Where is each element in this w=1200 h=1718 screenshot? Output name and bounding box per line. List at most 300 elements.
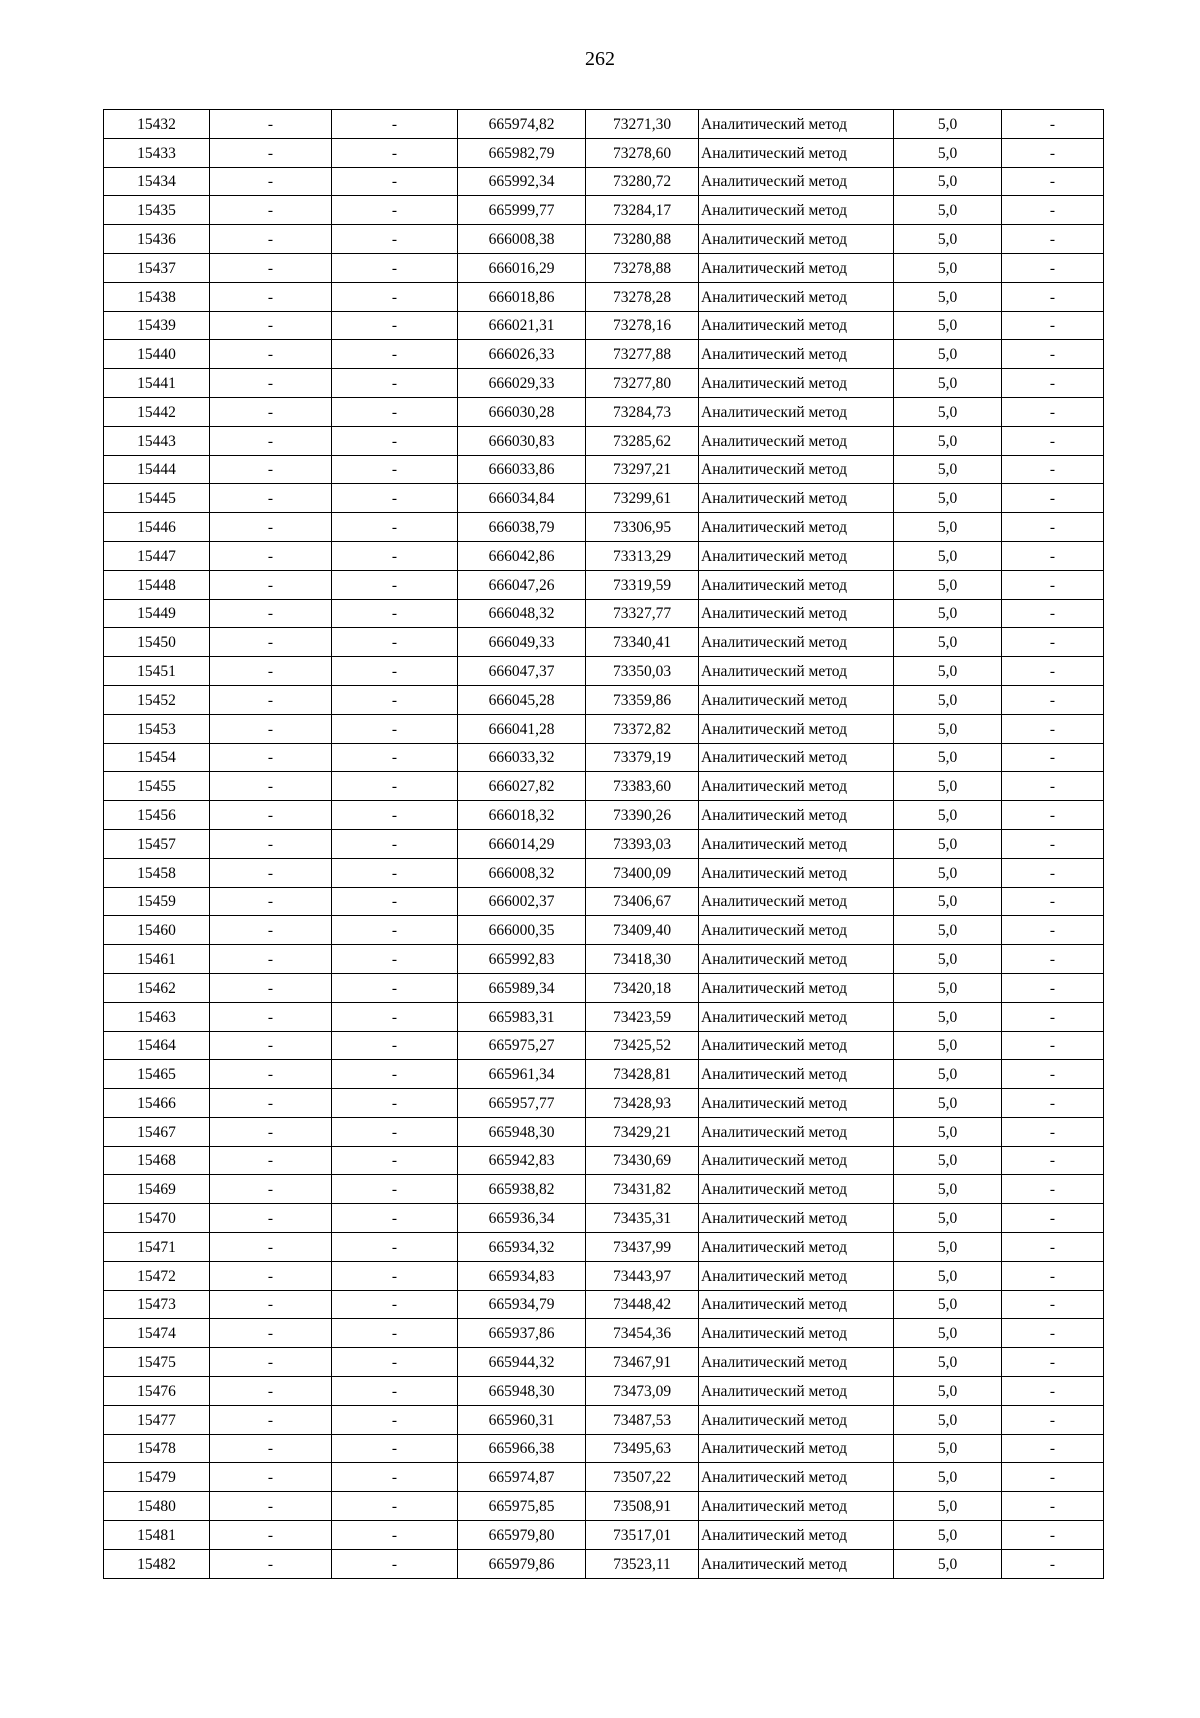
dash-cell-2: - (332, 1031, 458, 1060)
point-number-cell: 15464 (104, 1031, 210, 1060)
method-cell: Аналитический метод (699, 743, 894, 772)
point-number-cell: 15455 (104, 772, 210, 801)
dash-cell-2: - (332, 1492, 458, 1521)
coordinates-table (103, 109, 1104, 1579)
method-cell: Аналитический метод (699, 801, 894, 830)
dash-cell-1: - (210, 599, 332, 628)
dash-cell-1: - (210, 110, 332, 139)
method-cell: Аналитический метод (699, 1463, 894, 1492)
table-row (104, 1463, 1104, 1492)
accuracy-cell: 5,0 (894, 167, 1002, 196)
dash-cell-1: - (210, 628, 332, 657)
accuracy-cell: 5,0 (894, 801, 1002, 830)
point-number-cell: 15434 (104, 167, 210, 196)
dash-cell-3: - (1002, 685, 1104, 714)
accuracy-cell: 5,0 (894, 1521, 1002, 1550)
dash-cell-2: - (332, 1549, 458, 1578)
dash-cell-2: - (332, 455, 458, 484)
y-coordinate-cell: 73454,36 (586, 1319, 699, 1348)
point-number-cell: 15462 (104, 973, 210, 1002)
dash-cell-3: - (1002, 196, 1104, 225)
point-number-cell: 15480 (104, 1492, 210, 1521)
dash-cell-1: - (210, 1492, 332, 1521)
page-number: 262 (585, 48, 615, 70)
accuracy-cell: 5,0 (894, 541, 1002, 570)
x-coordinate-cell: 665989,34 (458, 973, 586, 1002)
point-number-cell: 15443 (104, 426, 210, 455)
dash-cell-3: - (1002, 340, 1104, 369)
table-row (104, 1290, 1104, 1319)
y-coordinate-cell: 73278,60 (586, 138, 699, 167)
y-coordinate-cell: 73473,09 (586, 1377, 699, 1406)
dash-cell-3: - (1002, 714, 1104, 743)
y-coordinate-cell: 73428,81 (586, 1060, 699, 1089)
x-coordinate-cell: 666033,32 (458, 743, 586, 772)
accuracy-cell: 5,0 (894, 1204, 1002, 1233)
x-coordinate-cell: 665992,83 (458, 945, 586, 974)
table-row (104, 1492, 1104, 1521)
x-coordinate-cell: 665942,83 (458, 1146, 586, 1175)
dash-cell-2: - (332, 369, 458, 398)
point-number-cell: 15478 (104, 1434, 210, 1463)
x-coordinate-cell: 665974,87 (458, 1463, 586, 1492)
table-row (104, 1348, 1104, 1377)
table-row (104, 426, 1104, 455)
x-coordinate-cell: 666021,31 (458, 311, 586, 340)
point-number-cell: 15436 (104, 225, 210, 254)
accuracy-cell: 5,0 (894, 1348, 1002, 1377)
dash-cell-3: - (1002, 916, 1104, 945)
accuracy-cell: 5,0 (894, 1233, 1002, 1262)
x-coordinate-cell: 665957,77 (458, 1089, 586, 1118)
table-row (104, 858, 1104, 887)
point-number-cell: 15433 (104, 138, 210, 167)
y-coordinate-cell: 73306,95 (586, 513, 699, 542)
y-coordinate-cell: 73393,03 (586, 829, 699, 858)
dash-cell-2: - (332, 484, 458, 513)
x-coordinate-cell: 665934,32 (458, 1233, 586, 1262)
table-row (104, 599, 1104, 628)
point-number-cell: 15473 (104, 1290, 210, 1319)
dash-cell-3: - (1002, 858, 1104, 887)
method-cell: Аналитический метод (699, 282, 894, 311)
dash-cell-1: - (210, 1060, 332, 1089)
y-coordinate-cell: 73278,16 (586, 311, 699, 340)
x-coordinate-cell: 666016,29 (458, 253, 586, 282)
point-number-cell: 15435 (104, 196, 210, 225)
dash-cell-1: - (210, 1117, 332, 1146)
method-cell: Аналитический метод (699, 225, 894, 254)
dash-cell-3: - (1002, 110, 1104, 139)
y-coordinate-cell: 73437,99 (586, 1233, 699, 1262)
method-cell: Аналитический метод (699, 599, 894, 628)
method-cell: Аналитический метод (699, 1348, 894, 1377)
x-coordinate-cell: 665975,85 (458, 1492, 586, 1521)
x-coordinate-cell: 666041,28 (458, 714, 586, 743)
point-number-cell: 15460 (104, 916, 210, 945)
table-row (104, 1002, 1104, 1031)
accuracy-cell: 5,0 (894, 369, 1002, 398)
dash-cell-3: - (1002, 1060, 1104, 1089)
method-cell: Аналитический метод (699, 945, 894, 974)
y-coordinate-cell: 73431,82 (586, 1175, 699, 1204)
dash-cell-3: - (1002, 369, 1104, 398)
dash-cell-2: - (332, 1002, 458, 1031)
x-coordinate-cell: 665960,31 (458, 1405, 586, 1434)
accuracy-cell: 5,0 (894, 1377, 1002, 1406)
y-coordinate-cell: 73280,72 (586, 167, 699, 196)
dash-cell-2: - (332, 311, 458, 340)
table-row (104, 1377, 1104, 1406)
dash-cell-1: - (210, 1290, 332, 1319)
y-coordinate-cell: 73271,30 (586, 110, 699, 139)
method-cell: Аналитический метод (699, 196, 894, 225)
table-row (104, 916, 1104, 945)
table-row (104, 1233, 1104, 1262)
table-row (104, 369, 1104, 398)
dash-cell-2: - (332, 1089, 458, 1118)
y-coordinate-cell: 73508,91 (586, 1492, 699, 1521)
point-number-cell: 15450 (104, 628, 210, 657)
method-cell: Аналитический метод (699, 714, 894, 743)
table-row (104, 1146, 1104, 1175)
y-coordinate-cell: 73423,59 (586, 1002, 699, 1031)
dash-cell-1: - (210, 829, 332, 858)
dash-cell-3: - (1002, 829, 1104, 858)
dash-cell-3: - (1002, 426, 1104, 455)
dash-cell-1: - (210, 426, 332, 455)
x-coordinate-cell: 665992,34 (458, 167, 586, 196)
dash-cell-3: - (1002, 628, 1104, 657)
y-coordinate-cell: 73285,62 (586, 426, 699, 455)
table-row (104, 397, 1104, 426)
point-number-cell: 15440 (104, 340, 210, 369)
dash-cell-2: - (332, 714, 458, 743)
dash-cell-1: - (210, 945, 332, 974)
dash-cell-2: - (332, 1290, 458, 1319)
dash-cell-2: - (332, 426, 458, 455)
dash-cell-2: - (332, 599, 458, 628)
table-row (104, 714, 1104, 743)
table-row (104, 1319, 1104, 1348)
dash-cell-2: - (332, 1434, 458, 1463)
dash-cell-1: - (210, 657, 332, 686)
point-number-cell: 15481 (104, 1521, 210, 1550)
dash-cell-1: - (210, 513, 332, 542)
y-coordinate-cell: 73297,21 (586, 455, 699, 484)
y-coordinate-cell: 73409,40 (586, 916, 699, 945)
y-coordinate-cell: 73278,28 (586, 282, 699, 311)
accuracy-cell: 5,0 (894, 628, 1002, 657)
dash-cell-2: - (332, 570, 458, 599)
dash-cell-1: - (210, 1521, 332, 1550)
x-coordinate-cell: 666030,28 (458, 397, 586, 426)
x-coordinate-cell: 665948,30 (458, 1117, 586, 1146)
dash-cell-1: - (210, 916, 332, 945)
dash-cell-2: - (332, 829, 458, 858)
point-number-cell: 15472 (104, 1261, 210, 1290)
y-coordinate-cell: 73340,41 (586, 628, 699, 657)
y-coordinate-cell: 73284,73 (586, 397, 699, 426)
point-number-cell: 15442 (104, 397, 210, 426)
table-row (104, 484, 1104, 513)
point-number-cell: 15477 (104, 1405, 210, 1434)
table-row (104, 110, 1104, 139)
dash-cell-3: - (1002, 167, 1104, 196)
table-row (104, 1060, 1104, 1089)
point-number-cell: 15475 (104, 1348, 210, 1377)
table-row (104, 340, 1104, 369)
y-coordinate-cell: 73443,97 (586, 1261, 699, 1290)
point-number-cell: 15449 (104, 599, 210, 628)
dash-cell-3: - (1002, 1319, 1104, 1348)
dash-cell-3: - (1002, 1204, 1104, 1233)
dash-cell-3: - (1002, 541, 1104, 570)
x-coordinate-cell: 665979,86 (458, 1549, 586, 1578)
y-coordinate-cell: 73383,60 (586, 772, 699, 801)
dash-cell-3: - (1002, 513, 1104, 542)
x-coordinate-cell: 665948,30 (458, 1377, 586, 1406)
dash-cell-1: - (210, 340, 332, 369)
dash-cell-1: - (210, 455, 332, 484)
point-number-cell: 15448 (104, 570, 210, 599)
dash-cell-2: - (332, 225, 458, 254)
dash-cell-2: - (332, 138, 458, 167)
point-number-cell: 15454 (104, 743, 210, 772)
accuracy-cell: 5,0 (894, 340, 1002, 369)
accuracy-cell: 5,0 (894, 945, 1002, 974)
method-cell: Аналитический метод (699, 1233, 894, 1262)
accuracy-cell: 5,0 (894, 1463, 1002, 1492)
method-cell: Аналитический метод (699, 340, 894, 369)
y-coordinate-cell: 73430,69 (586, 1146, 699, 1175)
table-row (104, 1521, 1104, 1550)
dash-cell-2: - (332, 541, 458, 570)
accuracy-cell: 5,0 (894, 887, 1002, 916)
table-row (104, 628, 1104, 657)
y-coordinate-cell: 73467,91 (586, 1348, 699, 1377)
point-number-cell: 15466 (104, 1089, 210, 1118)
dash-cell-2: - (332, 110, 458, 139)
dash-cell-2: - (332, 1117, 458, 1146)
accuracy-cell: 5,0 (894, 455, 1002, 484)
dash-cell-1: - (210, 369, 332, 398)
point-number-cell: 15468 (104, 1146, 210, 1175)
point-number-cell: 15439 (104, 311, 210, 340)
dash-cell-2: - (332, 167, 458, 196)
accuracy-cell: 5,0 (894, 138, 1002, 167)
dash-cell-2: - (332, 513, 458, 542)
accuracy-cell: 5,0 (894, 196, 1002, 225)
dash-cell-2: - (332, 196, 458, 225)
dash-cell-2: - (332, 1233, 458, 1262)
dash-cell-2: - (332, 1405, 458, 1434)
dash-cell-3: - (1002, 1521, 1104, 1550)
dash-cell-1: - (210, 570, 332, 599)
table-row (104, 1204, 1104, 1233)
accuracy-cell: 5,0 (894, 599, 1002, 628)
x-coordinate-cell: 665936,34 (458, 1204, 586, 1233)
table-row (104, 282, 1104, 311)
dash-cell-1: - (210, 1434, 332, 1463)
method-cell: Аналитический метод (699, 1549, 894, 1578)
x-coordinate-cell: 666038,79 (458, 513, 586, 542)
dash-cell-2: - (332, 945, 458, 974)
accuracy-cell: 5,0 (894, 1002, 1002, 1031)
method-cell: Аналитический метод (699, 1060, 894, 1089)
dash-cell-3: - (1002, 1290, 1104, 1319)
dash-cell-1: - (210, 1261, 332, 1290)
x-coordinate-cell: 665975,27 (458, 1031, 586, 1060)
point-number-cell: 15463 (104, 1002, 210, 1031)
method-cell: Аналитический метод (699, 426, 894, 455)
point-number-cell: 15470 (104, 1204, 210, 1233)
accuracy-cell: 5,0 (894, 1434, 1002, 1463)
table-row (104, 657, 1104, 686)
method-cell: Аналитический метод (699, 570, 894, 599)
accuracy-cell: 5,0 (894, 397, 1002, 426)
table-row (104, 513, 1104, 542)
dash-cell-2: - (332, 1463, 458, 1492)
method-cell: Аналитический метод (699, 858, 894, 887)
accuracy-cell: 5,0 (894, 657, 1002, 686)
dash-cell-2: - (332, 340, 458, 369)
dash-cell-1: - (210, 282, 332, 311)
dash-cell-3: - (1002, 397, 1104, 426)
x-coordinate-cell: 665937,86 (458, 1319, 586, 1348)
dash-cell-1: - (210, 887, 332, 916)
y-coordinate-cell: 73495,63 (586, 1434, 699, 1463)
x-coordinate-cell: 666029,33 (458, 369, 586, 398)
dash-cell-1: - (210, 685, 332, 714)
y-coordinate-cell: 73277,88 (586, 340, 699, 369)
dash-cell-2: - (332, 801, 458, 830)
x-coordinate-cell: 666014,29 (458, 829, 586, 858)
table-row (104, 1405, 1104, 1434)
x-coordinate-cell: 666018,86 (458, 282, 586, 311)
accuracy-cell: 5,0 (894, 714, 1002, 743)
point-number-cell: 15458 (104, 858, 210, 887)
y-coordinate-cell: 73448,42 (586, 1290, 699, 1319)
x-coordinate-cell: 665974,82 (458, 110, 586, 139)
point-number-cell: 15452 (104, 685, 210, 714)
dash-cell-2: - (332, 685, 458, 714)
method-cell: Аналитический метод (699, 513, 894, 542)
accuracy-cell: 5,0 (894, 1319, 1002, 1348)
y-coordinate-cell: 73327,77 (586, 599, 699, 628)
dash-cell-1: - (210, 196, 332, 225)
dash-cell-3: - (1002, 1348, 1104, 1377)
accuracy-cell: 5,0 (894, 1549, 1002, 1578)
y-coordinate-cell: 73359,86 (586, 685, 699, 714)
y-coordinate-cell: 73350,03 (586, 657, 699, 686)
dash-cell-3: - (1002, 1233, 1104, 1262)
table-row (104, 311, 1104, 340)
dash-cell-3: - (1002, 801, 1104, 830)
x-coordinate-cell: 666049,33 (458, 628, 586, 657)
method-cell: Аналитический метод (699, 887, 894, 916)
y-coordinate-cell: 73313,29 (586, 541, 699, 570)
accuracy-cell: 5,0 (894, 858, 1002, 887)
y-coordinate-cell: 73429,21 (586, 1117, 699, 1146)
point-number-cell: 15482 (104, 1549, 210, 1578)
table-row (104, 1261, 1104, 1290)
x-coordinate-cell: 666026,33 (458, 340, 586, 369)
method-cell: Аналитический метод (699, 685, 894, 714)
method-cell: Аналитический метод (699, 1002, 894, 1031)
method-cell: Аналитический метод (699, 369, 894, 398)
dash-cell-1: - (210, 1089, 332, 1118)
point-number-cell: 15469 (104, 1175, 210, 1204)
accuracy-cell: 5,0 (894, 772, 1002, 801)
x-coordinate-cell: 665999,77 (458, 196, 586, 225)
accuracy-cell: 5,0 (894, 685, 1002, 714)
dash-cell-1: - (210, 1002, 332, 1031)
accuracy-cell: 5,0 (894, 916, 1002, 945)
dash-cell-1: - (210, 167, 332, 196)
dash-cell-3: - (1002, 570, 1104, 599)
x-coordinate-cell: 666002,37 (458, 887, 586, 916)
method-cell: Аналитический метод (699, 541, 894, 570)
dash-cell-1: - (210, 397, 332, 426)
point-number-cell: 15445 (104, 484, 210, 513)
table-row (104, 455, 1104, 484)
coordinates-table-body (104, 110, 1104, 1579)
x-coordinate-cell: 665934,83 (458, 1261, 586, 1290)
point-number-cell: 15471 (104, 1233, 210, 1262)
dash-cell-2: - (332, 1261, 458, 1290)
point-number-cell: 15476 (104, 1377, 210, 1406)
table-row (104, 801, 1104, 830)
table-row (104, 253, 1104, 282)
x-coordinate-cell: 666048,32 (458, 599, 586, 628)
method-cell: Аналитический метод (699, 1117, 894, 1146)
dash-cell-1: - (210, 1146, 332, 1175)
dash-cell-3: - (1002, 253, 1104, 282)
dash-cell-1: - (210, 138, 332, 167)
dash-cell-1: - (210, 253, 332, 282)
table-row (104, 1175, 1104, 1204)
method-cell: Аналитический метод (699, 628, 894, 657)
method-cell: Аналитический метод (699, 1492, 894, 1521)
point-number-cell: 15457 (104, 829, 210, 858)
dash-cell-1: - (210, 1377, 332, 1406)
dash-cell-3: - (1002, 311, 1104, 340)
table-row (104, 1031, 1104, 1060)
dash-cell-2: - (332, 1348, 458, 1377)
table-row (104, 225, 1104, 254)
point-number-cell: 15441 (104, 369, 210, 398)
accuracy-cell: 5,0 (894, 253, 1002, 282)
x-coordinate-cell: 665944,32 (458, 1348, 586, 1377)
method-cell: Аналитический метод (699, 1290, 894, 1319)
method-cell: Аналитический метод (699, 1319, 894, 1348)
x-coordinate-cell: 665938,82 (458, 1175, 586, 1204)
dash-cell-2: - (332, 1204, 458, 1233)
dash-cell-3: - (1002, 973, 1104, 1002)
method-cell: Аналитический метод (699, 772, 894, 801)
y-coordinate-cell: 73418,30 (586, 945, 699, 974)
method-cell: Аналитический метод (699, 829, 894, 858)
dash-cell-2: - (332, 772, 458, 801)
x-coordinate-cell: 665979,80 (458, 1521, 586, 1550)
dash-cell-2: - (332, 887, 458, 916)
dash-cell-2: - (332, 1146, 458, 1175)
y-coordinate-cell: 73420,18 (586, 973, 699, 1002)
method-cell: Аналитический метод (699, 138, 894, 167)
method-cell: Аналитический метод (699, 657, 894, 686)
dash-cell-1: - (210, 225, 332, 254)
